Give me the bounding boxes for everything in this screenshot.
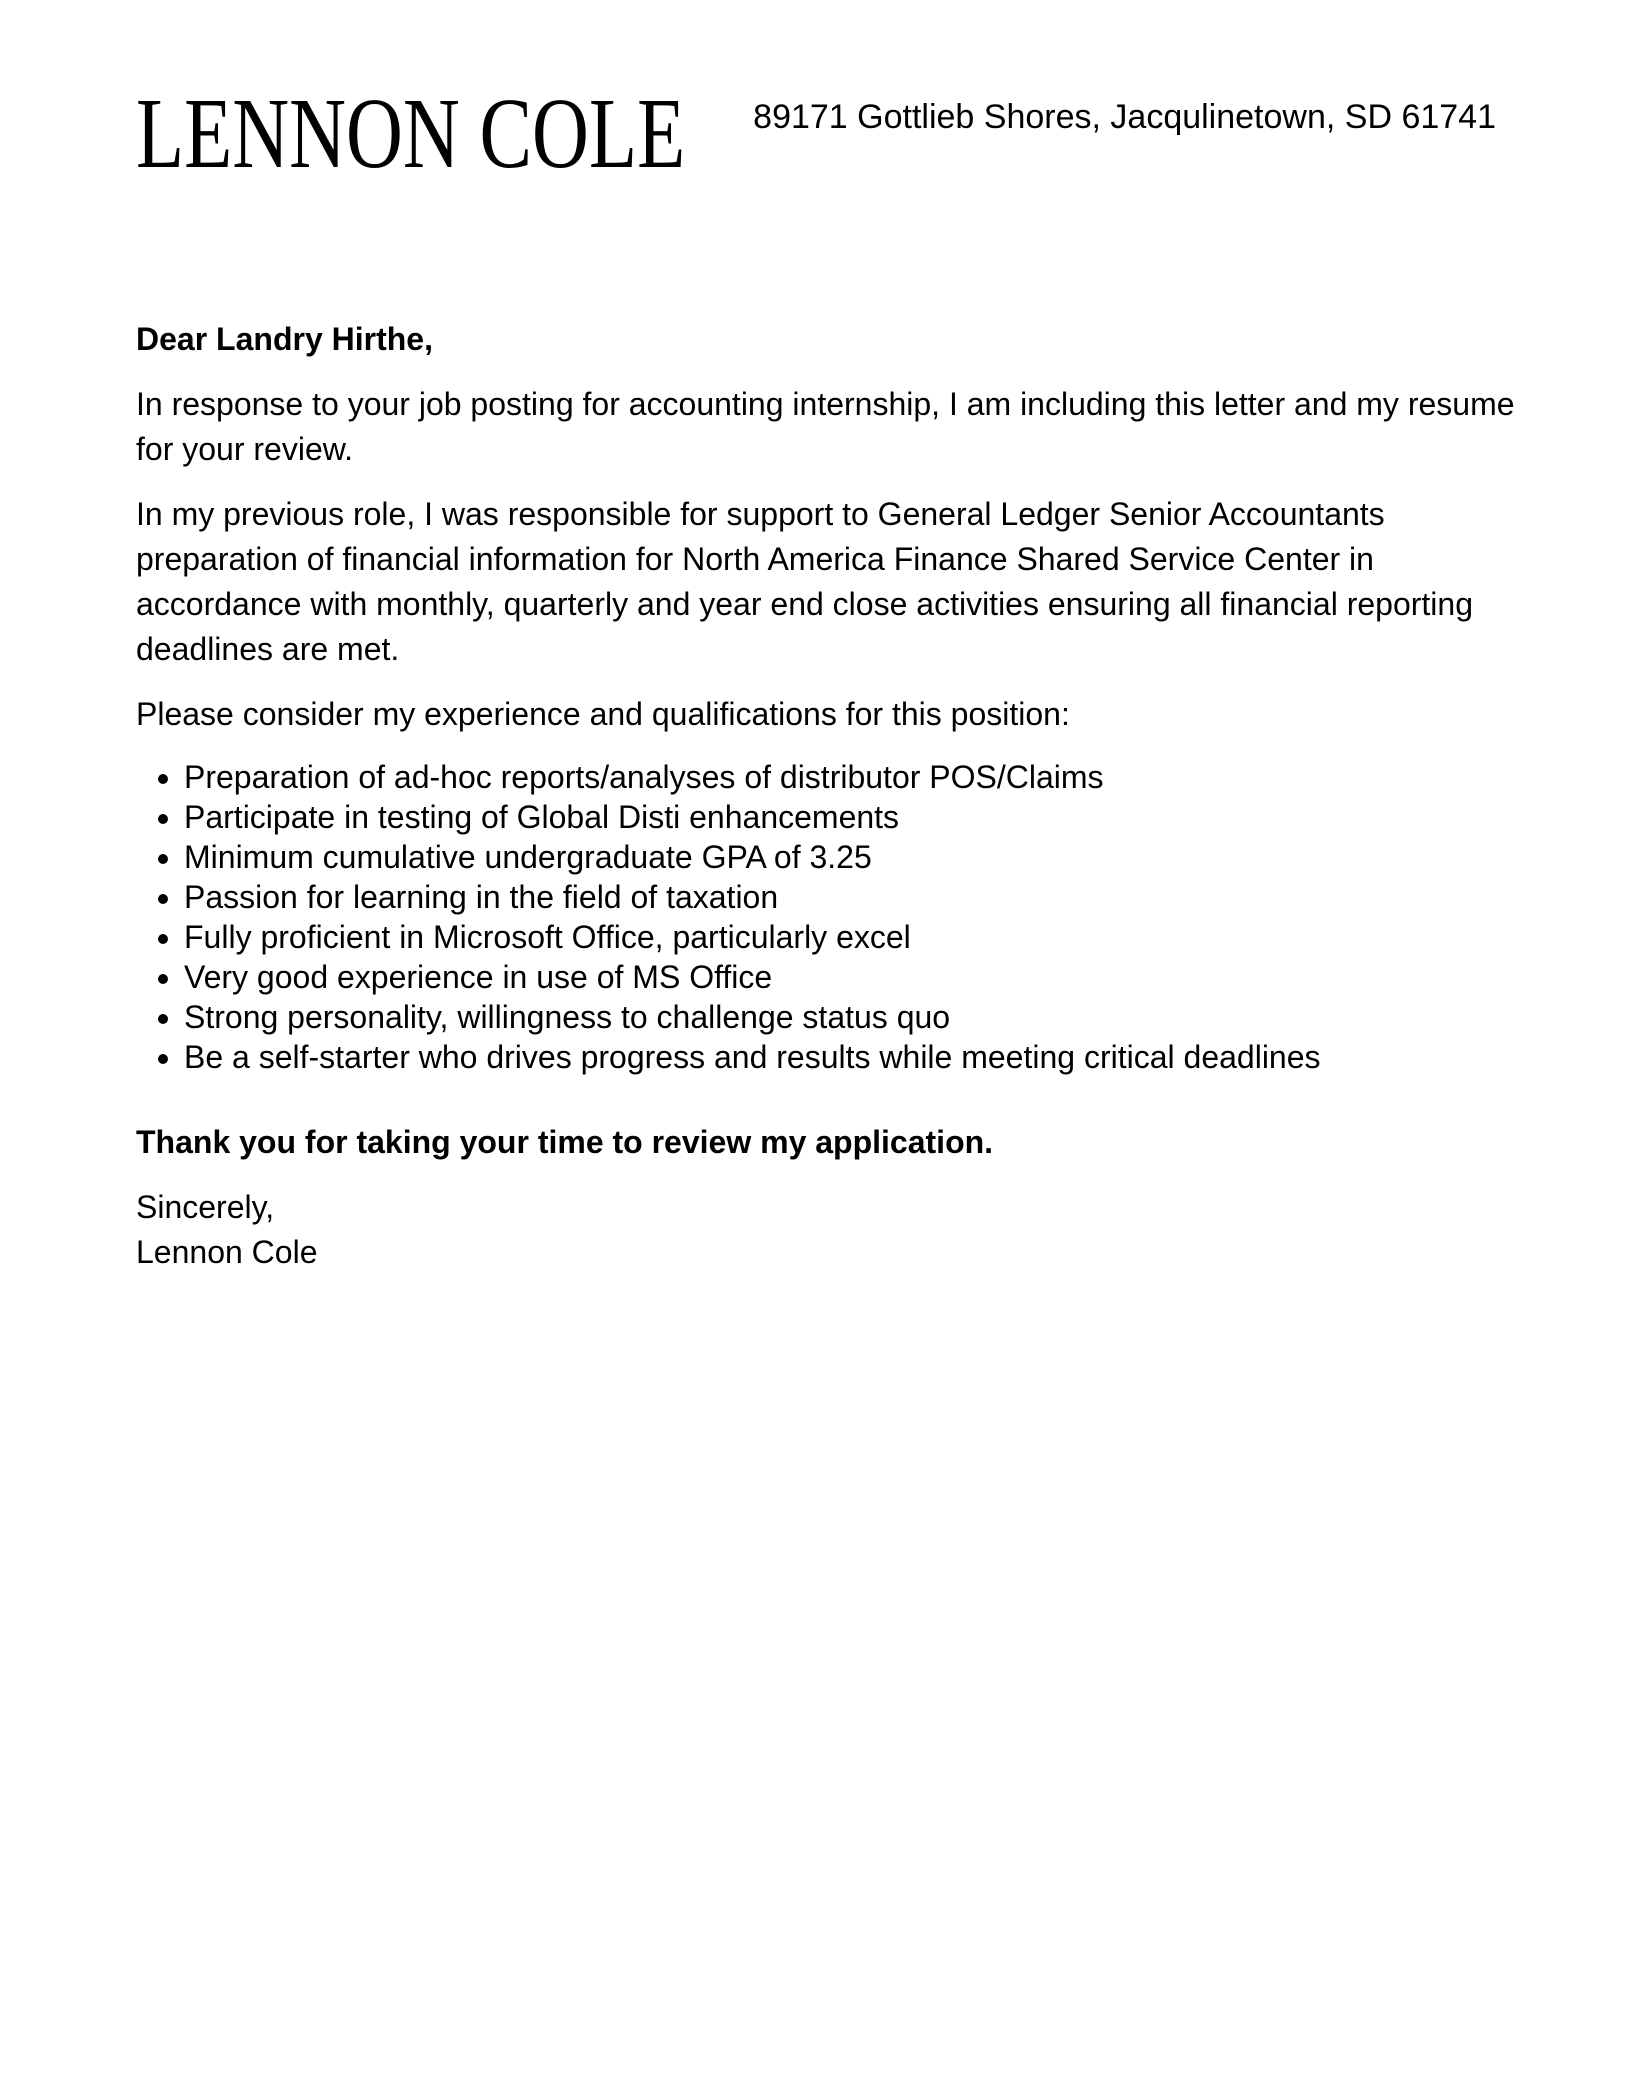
qualification-item: • Minimum cumulative undergraduate GPA of 3.25	[184, 837, 1532, 877]
qualifications-list	[136, 757, 1532, 1077]
qualification-item: • Preparation of ad-hoc reports/analyses of distributor POS/Claims	[184, 757, 1532, 797]
applicant-name-wrap	[136, 77, 696, 189]
letter-body	[0, 317, 1632, 1275]
paragraph-consider: Please consider my experience and qualifications for this position:	[136, 696, 1070, 732]
paragraph-intro: In response to your job posting for accounting internship, I am including this letter and my resume for your review.	[136, 386, 1515, 467]
salutation: Dear Landry Hirthe,	[136, 321, 433, 357]
closing-thanks: Thank you for taking your time to review my application.	[136, 1124, 994, 1160]
signoff-block	[136, 1185, 1532, 1275]
applicant-name: LENNON COLE	[136, 77, 686, 189]
signature: Lennon Cole	[136, 1234, 318, 1270]
paragraph-previous-role: In my previous role, I was responsible for support to General Ledger Senior Accountants preparation of financial information for North America Finance Shared Service Center in accordance with monthly, quarterly and year end close activities ensuring all financial reporting deadlines are met.	[136, 496, 1473, 667]
signoff: Sincerely,	[136, 1189, 275, 1225]
qualification-item: • Very good experience in use of MS Office	[184, 957, 1532, 997]
qualification-item: • Strong personality, willingness to challenge status quo	[184, 997, 1532, 1037]
applicant-address: 89171 Gottlieb Shores, Jacqulinetown, SD 61741	[753, 98, 1496, 136]
qualification-item: • Passion for learning in the field of taxation	[184, 877, 1532, 917]
qualification-item: • Be a self-starter who drives progress and results while meeting critical deadlines	[184, 1037, 1532, 1077]
letter-header	[0, 0, 1632, 189]
qualification-item: • Participate in testing of Global Disti enhancements	[184, 797, 1532, 837]
qualification-item: • Fully proficient in Microsoft Office, particularly excel	[184, 917, 1532, 957]
